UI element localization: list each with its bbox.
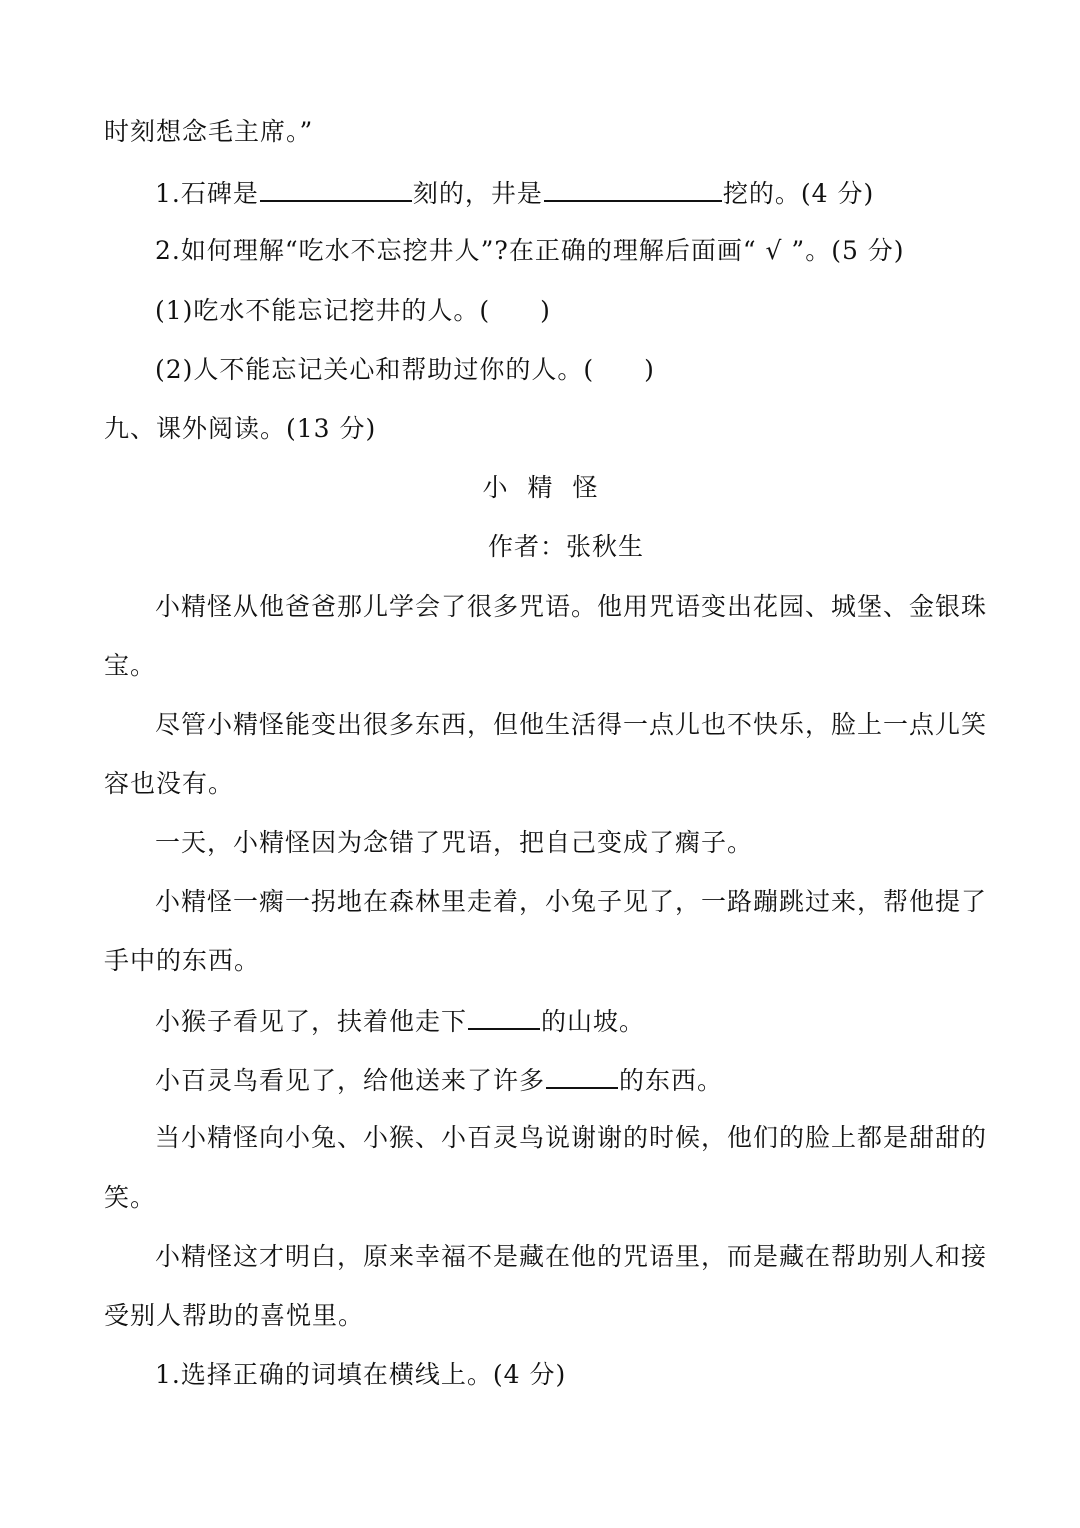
question-2: 2.如何理解“吃水不忘挖井人”?在正确的理解后面画“ √ ”。(5 分) <box>155 236 905 265</box>
paragraph-line: 尽管小精怪能变出很多东西，但他生活得一点儿也不快乐，脸上一点儿笑 <box>155 710 988 739</box>
question-text: 挖的。(4 分) <box>722 179 875 208</box>
answer-blank[interactable] <box>260 174 412 202</box>
paragraph-text: 的山坡。 <box>541 1007 646 1036</box>
paragraph-line: 容也没有。 <box>104 769 235 798</box>
question-2-option-1 <box>155 293 976 329</box>
option-text: (2)人不能忘记关心和帮助过你的人。( <box>155 355 595 384</box>
paragraph-line: 小精怪这才明白，原来幸福不是藏在他的咒语里，而是藏在帮助别人和接 <box>155 1242 988 1271</box>
paragraph-line: 小精怪从他爸爸那儿学会了很多咒语。他用咒语变出花园、城堡、金银珠 <box>155 592 988 621</box>
section-heading: 九、课外阅读。(13 分) <box>104 414 377 443</box>
answer-blank[interactable] <box>546 1061 618 1089</box>
option-text: (1)吃水不能忘记挖井的人。( <box>155 296 491 325</box>
question-text: 1.石碑是 <box>155 179 259 208</box>
answer-blank[interactable] <box>544 174 722 202</box>
text-line: 时刻想念毛主席。” <box>104 117 314 146</box>
story-author: 作者：张秋生 <box>487 532 644 561</box>
paragraph-line: 当小精怪向小兔、小猴、小百灵鸟说谢谢的时候，他们的脸上都是甜甜的 <box>155 1123 988 1152</box>
paragraph-line: 手中的东西。 <box>104 946 261 975</box>
answer-blank[interactable] <box>468 1002 540 1030</box>
paragraph-line: 一天，小精怪因为念错了咒语，把自己变成了瘸子。 <box>155 828 754 857</box>
paragraph-line: 受别人帮助的喜悦里。 <box>104 1301 365 1330</box>
paragraph-line <box>155 1002 976 1040</box>
question-2-option-2 <box>155 352 976 388</box>
paragraph-text: 小百灵鸟看见了，给他送来了许多 <box>155 1066 546 1095</box>
question-text: 1.选择正确的词填在横线上。(4 分) <box>155 1360 567 1389</box>
question-1 <box>155 174 976 212</box>
paragraph-text: 小猴子看见了，扶着他走下 <box>155 1007 468 1036</box>
paragraph-line <box>155 1061 976 1099</box>
question-text: 刻的，井是 <box>412 179 543 208</box>
paragraph-text: 的东西。 <box>619 1066 724 1095</box>
paragraph-line: 笑。 <box>104 1183 157 1212</box>
paragraph-line: 宝。 <box>104 651 157 680</box>
paragraph-line: 小精怪一瘸一拐地在森林里走着，小兔子见了，一路蹦跳过来，帮他提了 <box>155 887 988 916</box>
story-title: 小精怪 <box>482 473 618 502</box>
option-text: ) <box>540 296 551 325</box>
option-text: ) <box>644 355 655 384</box>
